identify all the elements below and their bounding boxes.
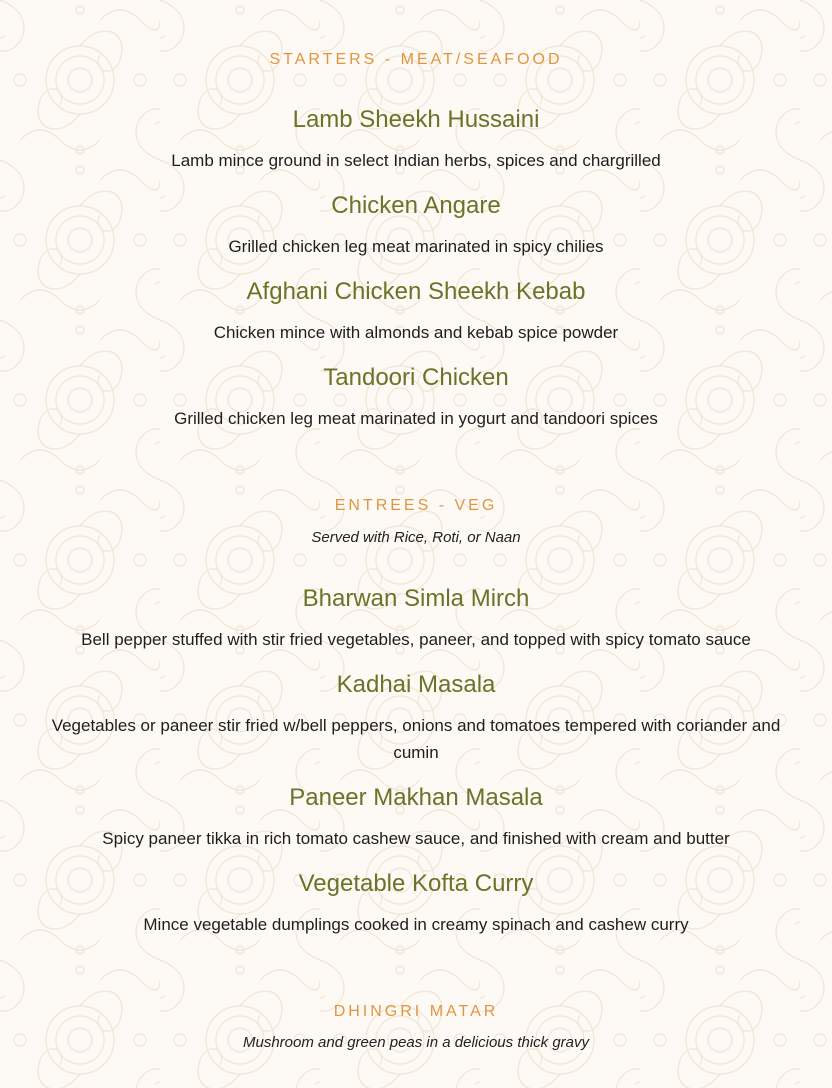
menu-item-name: Bharwan Simla Mirch bbox=[302, 585, 530, 612]
menu-item-description: Bell pepper stuffed with stir fried vegetables, paneer, and topped with spicy tomato sauce bbox=[81, 630, 751, 649]
section-heading-starters: STARTERS - MEAT/SEAFOOD bbox=[269, 51, 563, 68]
menu-item-name: Lamb Sheekh Hussaini bbox=[292, 106, 540, 133]
menu-item-name: Vegetable Kofta Curry bbox=[298, 870, 534, 897]
menu-item-description: Grilled chicken leg meat marinated in yogurt and tandoori spices bbox=[174, 409, 658, 428]
menu-item-name: Afghani Chicken Sheekh Kebab bbox=[246, 278, 586, 305]
menu-item-description: Mince vegetable dumplings cooked in creamy spinach and cashew curry bbox=[143, 915, 689, 934]
section-note: Served with Rice, Roti, or Naan bbox=[311, 529, 521, 546]
menu-item-description: Lamb mince ground in select Indian herbs, spices and chargrilled bbox=[171, 151, 661, 170]
section-note: Mushroom and green peas in a delicious thick gravy bbox=[242, 1034, 590, 1051]
menu-item-name: Tandoori Chicken bbox=[323, 364, 509, 391]
menu-item-name: Chicken Angare bbox=[331, 192, 501, 219]
menu-item-description: Vegetables or paneer stir fried w/bell peppers, onions and tomatoes tempered with coriander and cumin bbox=[51, 716, 781, 762]
menu-item-name: Kadhai Masala bbox=[336, 671, 496, 698]
section-heading-entrees-veg: ENTREES - VEG bbox=[334, 497, 498, 514]
menu-item-description: Chicken mince with almonds and kebab spice powder bbox=[213, 323, 619, 342]
section-heading-dhingri-matar: DHINGRI MATAR bbox=[333, 1003, 499, 1020]
menu-item-description: Spicy paneer tikka in rich tomato cashew sauce, and finished with cream and butter bbox=[102, 829, 730, 848]
menu-item-name: Paneer Makhan Masala bbox=[289, 784, 543, 811]
menu-item-description: Grilled chicken leg meat marinated in spicy chilies bbox=[228, 237, 604, 256]
